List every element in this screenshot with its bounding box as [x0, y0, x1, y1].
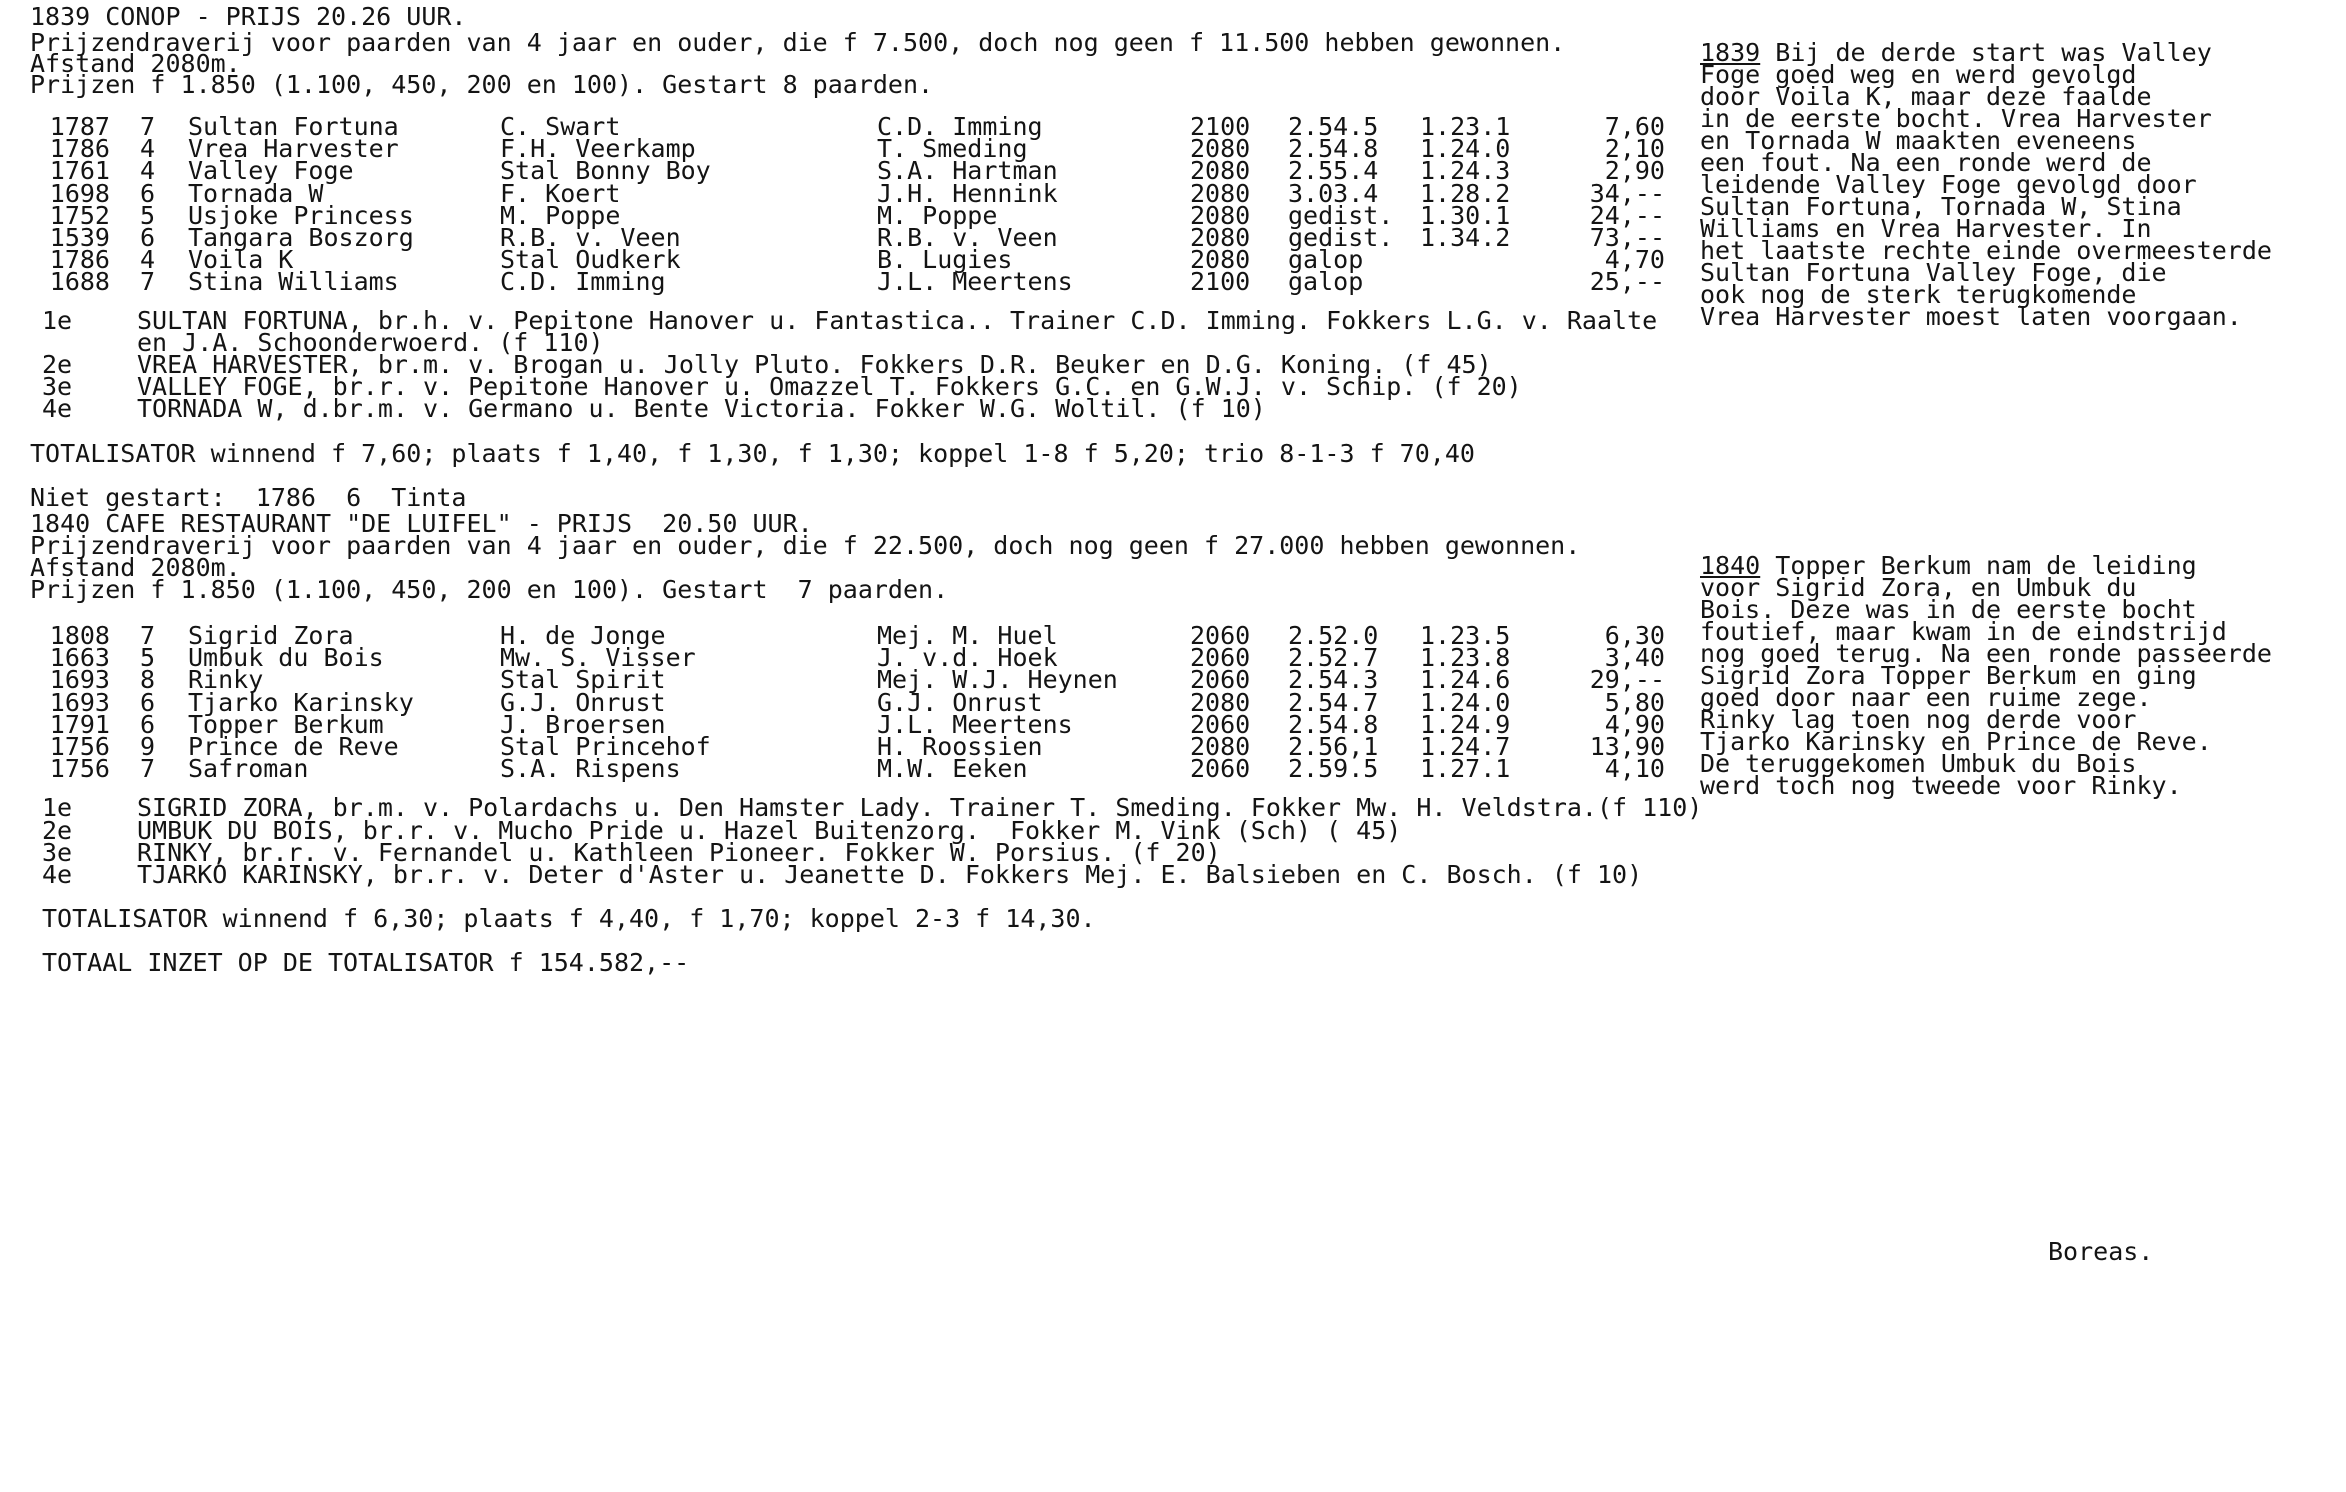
cell-dist: 2080	[1190, 156, 1251, 186]
cell-dist: 2100	[1190, 112, 1251, 141]
cell-driver: R.B. v. Veen	[877, 223, 1058, 252]
cell-dist: 2060	[1190, 621, 1251, 650]
cell-odds: 2,10	[1604, 134, 1665, 164]
cell-num: 4	[140, 156, 156, 186]
cell-km: 1.24.7	[1420, 732, 1511, 761]
cell-num: 5	[140, 200, 156, 230]
race2-place-text: RINKY, br.r. v. Fernandel u. Kathleen Pioneer. Fokker W. Porsius. (f 20)	[137, 838, 1221, 867]
cell-driver: J.L. Meertens	[877, 709, 1073, 739]
cell-nr: 1752	[49, 200, 110, 230]
cell-time: 2.52.7	[1288, 643, 1379, 673]
cell-time: 2.52.0	[1288, 621, 1379, 650]
cell-nr: 1786	[49, 245, 110, 275]
cell-nr: 1539	[49, 223, 110, 252]
report-line: Rinky lag toen nog derde voor	[1700, 705, 2137, 734]
cell-odds: 7,60	[1604, 112, 1665, 141]
cell-name: Rinky	[188, 665, 264, 695]
cell-km: 1.24.6	[1420, 665, 1511, 695]
cell-owner: M. Poppe	[500, 200, 621, 230]
race2-description: Prijzendraverij voor paarden van 4 jaar en ouder, die f 22.500, doch nog geen f 27.000 hebben gewonnen.	[30, 531, 1581, 560]
cell-dist: 2080	[1190, 732, 1251, 761]
cell-dist: 2080	[1190, 223, 1251, 252]
cell-odds: 25,--	[1589, 267, 1665, 297]
cell-time: galop	[1288, 245, 1364, 275]
race2-header: 1840 CAFE RESTAURANT "DE LUIFEL" - PRIJS 20.50 UUR.	[30, 509, 813, 538]
cell-dist: 2100	[1190, 267, 1251, 297]
cell-km: 1.34.2	[1420, 223, 1511, 252]
cell-owner: F.H. Veerkamp	[500, 134, 696, 164]
cell-driver: C.D. Imming	[877, 112, 1043, 141]
cell-num: 6	[140, 178, 156, 208]
report-line: leidende Valley Foge gevolgd door	[1700, 170, 2197, 199]
cell-time: 2.54.3	[1288, 665, 1379, 695]
race1-totalisator: TOTALISATOR winnend f 7,60; plaats f 1,40, f 1,30, f 1,30; koppel 1-8 f 5,20; trio 8-1-3 f 70,40	[30, 439, 1475, 468]
report-line: door Voila K, maar deze faalde	[1700, 82, 2152, 111]
cell-driver: M. Poppe	[877, 200, 998, 230]
cell-name: Tangara Boszorg	[188, 223, 414, 252]
cell-nr: 1786	[49, 134, 110, 164]
race1-place-label: 3e	[42, 372, 73, 401]
race1-place-label: 2e	[42, 350, 73, 379]
cell-odds: 29,--	[1589, 665, 1665, 695]
cell-name: Vrea Harvester	[188, 134, 399, 164]
report-line: Tjarko Karinsky en Prince de Reve.	[1700, 727, 2212, 756]
cell-odds: 24,--	[1589, 200, 1665, 230]
report-line: het laatste rechte einde overmeesterde	[1700, 236, 2272, 265]
cell-owner: C. Swart	[500, 112, 621, 141]
report-line: in de eerste bocht. Vrea Harvester	[1700, 104, 2212, 133]
cell-num: 5	[140, 643, 156, 673]
report-line: en Tornada W maakten eveneens	[1700, 126, 2137, 155]
report-text: Bij de derde start was Valley	[1760, 38, 2212, 67]
cell-driver: M.W. Eeken	[877, 754, 1028, 784]
cell-name: Stina Williams	[188, 267, 399, 297]
cell-name: Voila K	[188, 245, 294, 275]
table-row	[0, 267, 1700, 297]
race2-totalisator: TOTALISATOR winnend f 6,30; plaats f 4,40, f 1,70; koppel 2-3 f 14,30.	[42, 904, 1096, 933]
cell-time: 2.59.5	[1288, 754, 1379, 784]
cell-owner: Stal Princehof	[500, 732, 711, 761]
report-line: Williams en Vrea Harvester. In	[1700, 214, 2152, 243]
cell-km: 1.24.9	[1420, 709, 1511, 739]
cell-time: 2.55.4	[1288, 156, 1379, 186]
cell-owner: Stal Oudkerk	[500, 245, 681, 275]
cell-odds: 5,80	[1604, 687, 1665, 717]
cell-num: 7	[140, 267, 156, 297]
cell-km: 1.23.1	[1420, 112, 1511, 141]
cell-time: 2.54.7	[1288, 687, 1379, 717]
race2-prizes: Prijzen f 1.850 (1.100, 450, 200 en 100). Gestart 7 paarden.	[30, 575, 949, 604]
cell-name: Topper Berkum	[188, 709, 384, 739]
race1-not-started: Niet gestart: 1786 6 Tinta	[30, 483, 467, 512]
cell-nr: 1693	[49, 665, 110, 695]
cell-owner: C.D. Imming	[500, 267, 666, 297]
report-line: Bois. Deze was in de eerste bocht	[1700, 595, 2197, 624]
cell-nr: 1663	[49, 643, 110, 673]
cell-time: gedist.	[1288, 200, 1394, 230]
report-text: Topper Berkum nam de leiding	[1760, 551, 2197, 580]
cell-nr: 1688	[49, 267, 110, 297]
total-stake: TOTAAL INZET OP DE TOTALISATOR f 154.582,--	[42, 948, 690, 977]
cell-odds: 4,90	[1604, 709, 1665, 739]
report-line: Sigrid Zora Topper Berkum en ging	[1700, 661, 2197, 690]
report-line: een fout. Na een ronde werd de	[1700, 148, 2152, 177]
cell-name: Prince de Reve	[188, 732, 399, 761]
cell-name: Sigrid Zora	[188, 621, 354, 650]
cell-time: 2.56,1	[1288, 732, 1379, 761]
cell-odds: 73,--	[1589, 223, 1665, 252]
cell-owner: S.A. Rispens	[500, 754, 681, 784]
report-line: voor Sigrid Zora, en Umbuk du	[1700, 573, 2137, 602]
cell-time: 3.03.4	[1288, 178, 1379, 208]
cell-owner: F. Koert	[500, 178, 621, 208]
cell-num: 9	[140, 732, 156, 761]
cell-nr: 1808	[49, 621, 110, 650]
cell-driver: G.J. Onrust	[877, 687, 1043, 717]
cell-nr: 1698	[49, 178, 110, 208]
race1-prizes: Prijzen f 1.850 (1.100, 450, 200 en 100). Gestart 8 paarden.	[30, 70, 934, 99]
cell-dist: 2060	[1190, 754, 1251, 784]
race1-description: Prijzendraverij voor paarden van 4 jaar en ouder, die f 7.500, doch nog geen f 11.500 hebben gewonnen.	[30, 28, 1566, 57]
cell-owner: H. de Jonge	[500, 621, 666, 650]
cell-km: 1.27.1	[1420, 754, 1511, 784]
race1-distance: Afstand 2080m.	[30, 49, 241, 78]
cell-time: 2.54.8	[1288, 134, 1379, 164]
cell-num: 6	[140, 223, 156, 252]
cell-driver: H. Roossien	[877, 732, 1043, 761]
cell-dist: 2060	[1190, 665, 1251, 695]
cell-nr: 1761	[49, 156, 110, 186]
cell-odds: 13,90	[1589, 732, 1665, 761]
race-number-ref: 1839	[1700, 38, 1761, 67]
cell-num: 6	[140, 687, 156, 717]
cell-driver: Mej. W.J. Heynen	[877, 665, 1118, 695]
cell-km: 1.30.1	[1420, 200, 1511, 230]
race2-place-text: UMBUK DU BOIS, br.r. v. Mucho Pride u. Hazel Buitenzorg. Fokker M. Vink (Sch) ( 45)	[137, 816, 1402, 845]
cell-driver: J. v.d. Hoek	[877, 643, 1058, 673]
race1-place-text: VALLEY FOGE, br.r. v. Pepitone Hanover u. Omazzel T. Fokkers G.C. en G.W.J. v. Schip. (f 20)	[137, 372, 1522, 401]
report-line: Sultan Fortuna Valley Foge, die	[1700, 258, 2167, 287]
cell-num: 8	[140, 665, 156, 695]
cell-name: Safroman	[188, 754, 309, 784]
report-line: Vrea Harvester moest laten voorgaan.	[1700, 302, 2242, 331]
cell-km: 1.23.8	[1420, 643, 1511, 673]
cell-time: galop	[1288, 267, 1364, 297]
cell-odds: 2,90	[1604, 156, 1665, 186]
author-signature: Boreas.	[2048, 1237, 2154, 1266]
cell-odds: 4,70	[1604, 245, 1665, 275]
cell-driver: J.L. Meertens	[877, 267, 1073, 297]
cell-nr: 1787	[49, 112, 110, 141]
cell-nr: 1693	[49, 687, 110, 717]
race2-distance: Afstand 2080m.	[30, 553, 241, 582]
cell-driver: B. Lugies	[877, 245, 1013, 275]
cell-km: 1.24.0	[1420, 687, 1511, 717]
cell-odds: 34,--	[1589, 178, 1665, 208]
cell-km: 1.24.0	[1420, 134, 1511, 164]
report-line: nog goed terug. Na een ronde passeerde	[1700, 639, 2272, 668]
report-line: werd toch nog tweede voor Rinky.	[1700, 771, 2182, 800]
cell-odds: 6,30	[1604, 621, 1665, 650]
cell-name: Sultan Fortuna	[188, 112, 399, 141]
cell-time: gedist.	[1288, 223, 1394, 252]
cell-odds: 4,10	[1604, 754, 1665, 784]
report-line: ook nog de sterk terugkomende	[1700, 280, 2137, 309]
cell-owner: R.B. v. Veen	[500, 223, 681, 252]
cell-nr: 1791	[49, 709, 110, 739]
cell-owner: Stal Bonny Boy	[500, 156, 711, 186]
cell-dist: 2080	[1190, 134, 1251, 164]
race1-place-text: SULTAN FORTUNA, br.h. v. Pepitone Hanover u. Fantastica.. Trainer C.D. Imming. Fokkers L.G. v. Raalte	[137, 306, 1658, 335]
cell-dist: 2060	[1190, 643, 1251, 673]
cell-num: 4	[140, 245, 156, 275]
cell-name: Tornada W	[188, 178, 324, 208]
race1-place-text-cont: en J.A. Schoonderwoerd. (f 110)	[137, 328, 604, 357]
cell-name: Tjarko Karinsky	[188, 687, 414, 717]
cell-time: 2.54.5	[1288, 112, 1379, 141]
report-line: Foge goed weg en werd gevolgd	[1700, 60, 2137, 89]
cell-num: 7	[140, 621, 156, 650]
race1-place-label: 4e	[42, 394, 73, 423]
cell-km: 1.28.2	[1420, 178, 1511, 208]
cell-time: 2.54.8	[1288, 709, 1379, 739]
race2-place-text: TJARKO KARINSKY, br.r. v. Deter d'Aster u. Jeanette D. Fokkers Mej. E. Balsieben en C. Bosch. (f 10)	[137, 860, 1643, 889]
cell-km: 1.23.5	[1420, 621, 1511, 650]
cell-name: Umbuk du Bois	[188, 643, 384, 673]
report-line: De teruggekomen Umbuk du Bois	[1700, 749, 2137, 778]
table-row	[0, 754, 1700, 784]
cell-driver: T. Smeding	[877, 134, 1028, 164]
cell-num: 7	[140, 112, 156, 141]
cell-name: Usjoke Princess	[188, 200, 414, 230]
race1-place-text: TORNADA W, d.br.m. v. Germano u. Bente Victoria. Fokker W.G. Woltil. (f 10)	[137, 394, 1266, 423]
cell-owner: Mw. S. Visser	[500, 643, 696, 673]
cell-driver: Mej. M. Huel	[877, 621, 1058, 650]
cell-dist: 2080	[1190, 687, 1251, 717]
cell-driver: S.A. Hartman	[877, 156, 1058, 186]
race2-place-label: 4e	[42, 860, 73, 889]
cell-num: 7	[140, 754, 156, 784]
race1-place-text: VREA HARVESTER, br.m. v. Brogan u. Jolly Pluto. Fokkers D.R. Beuker en D.G. Koning. (f 45)	[137, 350, 1492, 379]
race2-report	[1700, 551, 2340, 800]
race1-place-label: 1e	[42, 306, 73, 335]
report-line: Sultan Fortuna, Tornada W, Stina	[1700, 192, 2182, 221]
race-number-ref: 1840	[1700, 551, 1761, 580]
race2-place-text: SIGRID ZORA, br.m. v. Polardachs u. Den Hamster Lady. Trainer T. Smeding. Fokker Mw. H. Veldstra.(f 110)	[137, 793, 1703, 822]
cell-dist: 2060	[1190, 709, 1251, 739]
cell-odds: 3,40	[1604, 643, 1665, 673]
race2-place-label: 3e	[42, 838, 73, 867]
cell-nr: 1756	[49, 754, 110, 784]
race2-place-label: 1e	[42, 793, 73, 822]
report-line: foutief, maar kwam in de eindstrijd	[1700, 617, 2227, 646]
cell-dist: 2080	[1190, 178, 1251, 208]
report-line: goed door naar een ruime zege.	[1700, 683, 2152, 712]
cell-owner: G.J. Onrust	[500, 687, 666, 717]
cell-name: Valley Foge	[188, 156, 354, 186]
cell-dist: 2080	[1190, 200, 1251, 230]
cell-owner: J. Broersen	[500, 709, 666, 739]
cell-nr: 1756	[49, 732, 110, 761]
cell-num: 6	[140, 709, 156, 739]
race2-place-label: 2e	[42, 816, 73, 845]
cell-driver: J.H. Hennink	[877, 178, 1058, 208]
cell-km: 1.24.3	[1420, 156, 1511, 186]
cell-num: 4	[140, 134, 156, 164]
cell-owner: Stal Spirit	[500, 665, 666, 695]
cell-dist: 2080	[1190, 245, 1251, 275]
race1-header: 1839 CONOP - PRIJS 20.26 UUR.	[30, 2, 467, 31]
race1-report	[1700, 38, 2340, 331]
